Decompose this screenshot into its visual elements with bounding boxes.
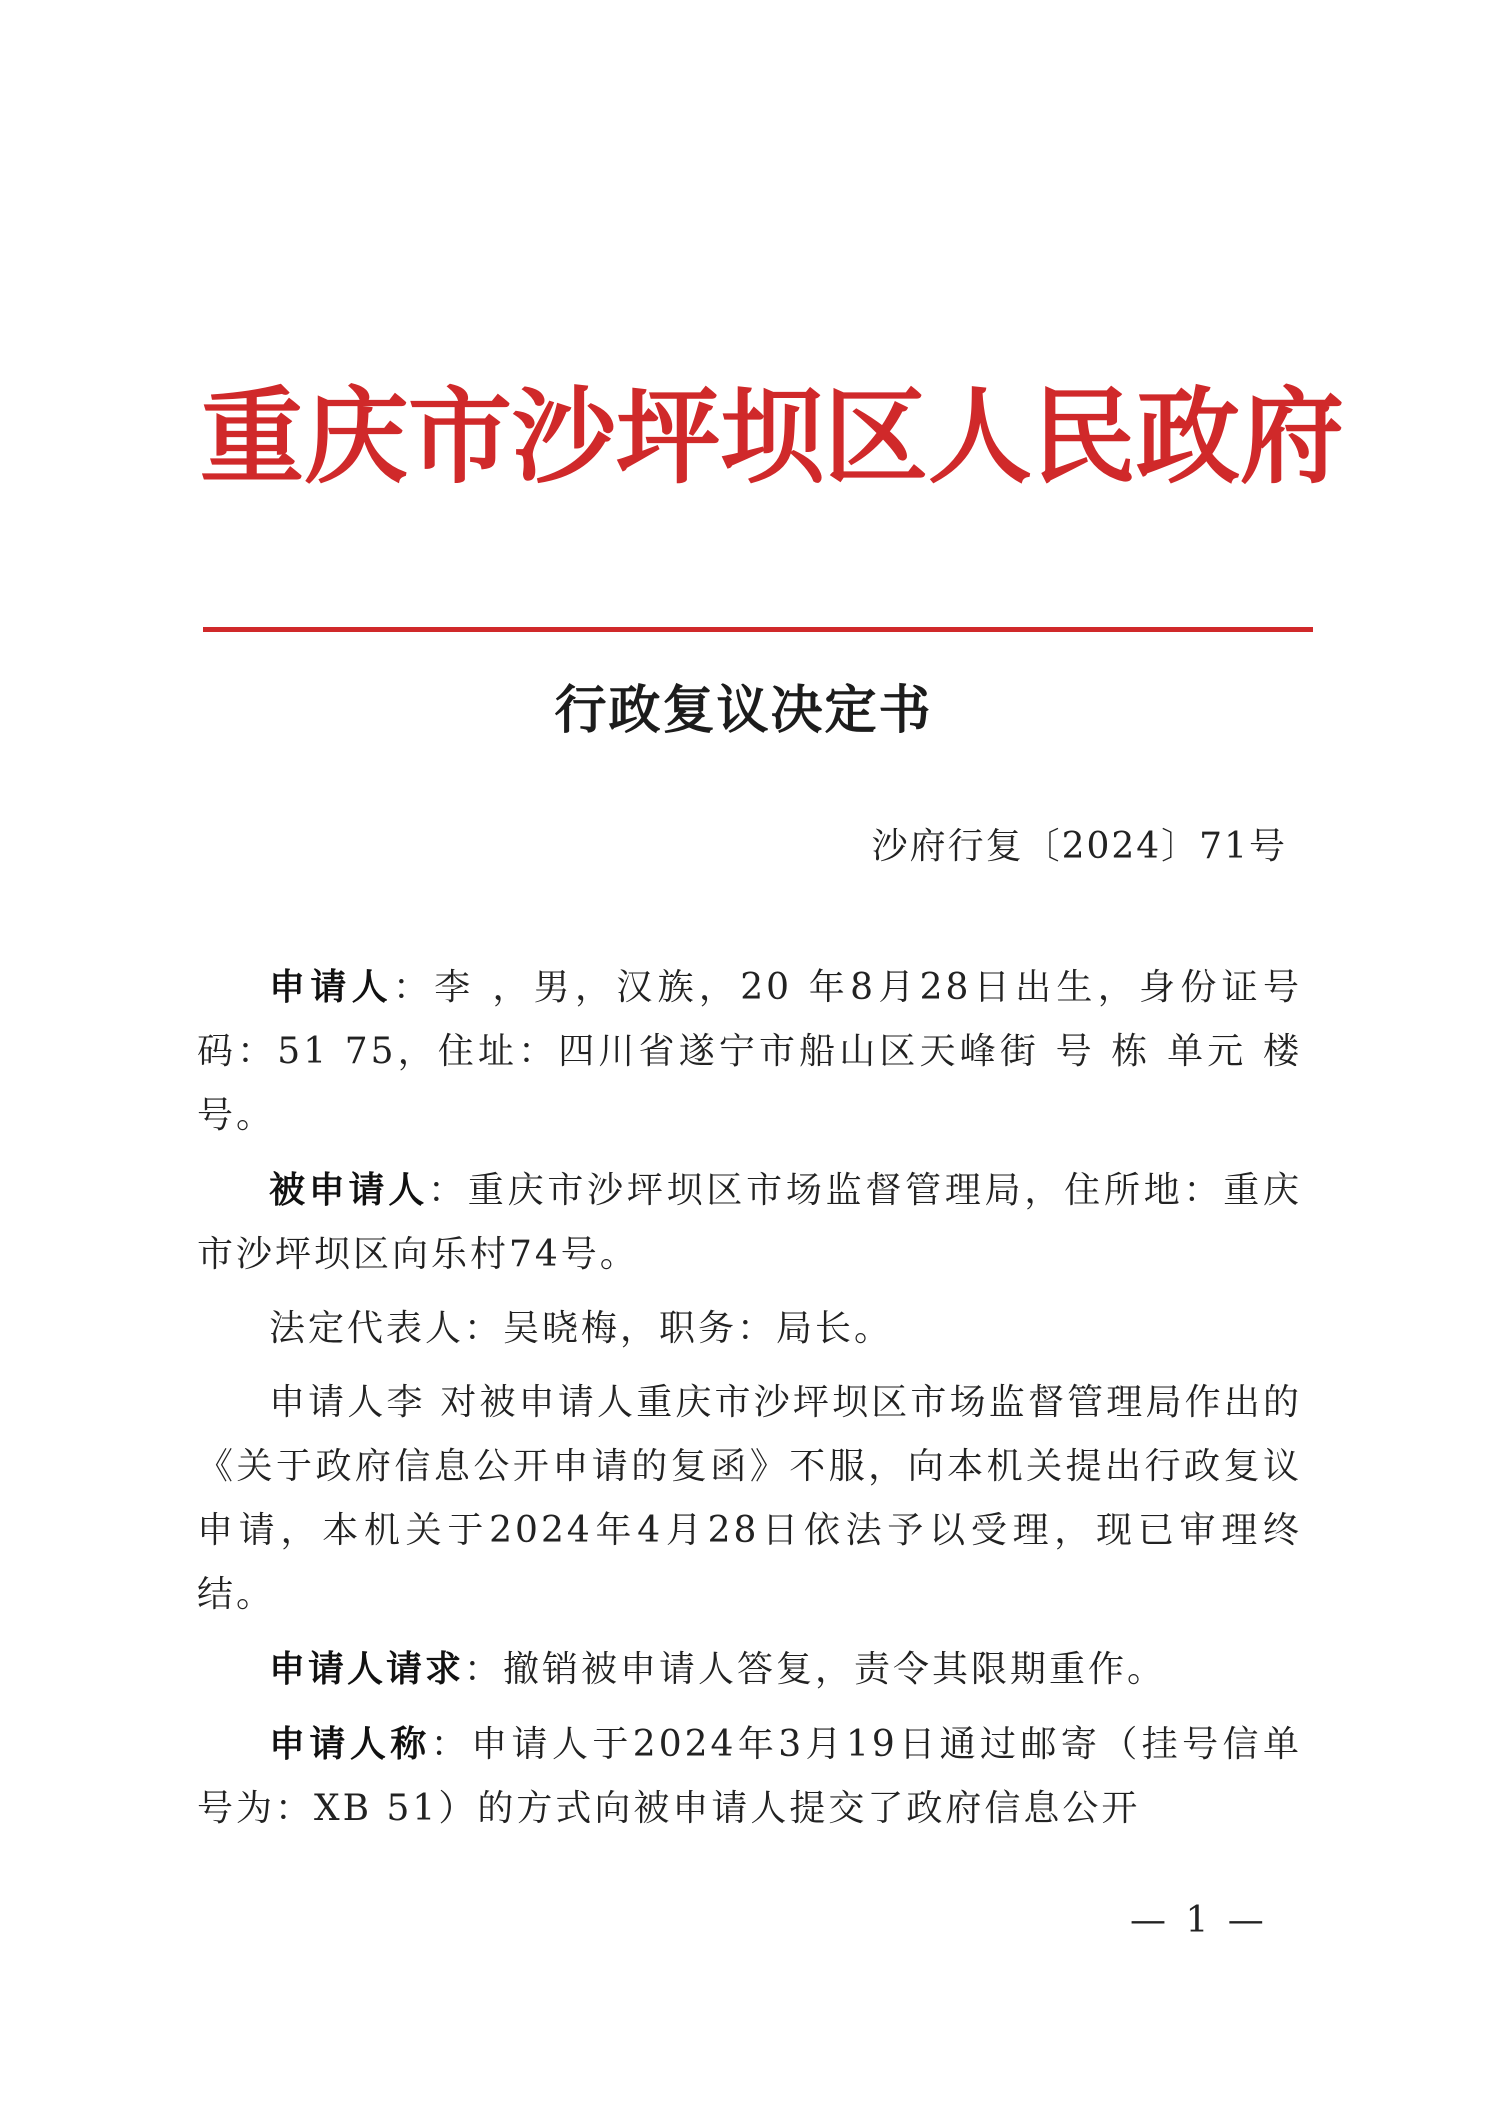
claim-paragraph bbox=[197, 1712, 1302, 1841]
respondent-text: ：重庆市沙坪坝区市场监督管理局，住所地：重庆市沙坪坝区向乐村74号。 bbox=[197, 1170, 1302, 1275]
intro-paragraph: 申请人李 对被申请人重庆市沙坪坝区市场监督管理局作出的《关于政府信息公开申请的复函》不服，向本机关提出行政复议申请，本机关于2024年4月28日依法予以受理，现已审理终结。 bbox=[197, 1382, 1302, 1615]
claim-text: ：申请人于2024年3月19日通过邮寄（挂号信单号为：XB 51）的方式向被申请人提交了政府信息公开 bbox=[197, 1724, 1302, 1829]
page-number: — 1 — bbox=[1130, 1900, 1268, 1941]
applicant-line-3: 号 栋 单元 楼 号。 bbox=[197, 1031, 1302, 1136]
applicant-label: 申请人 bbox=[269, 966, 393, 1008]
legal-representative-paragraph: 法定代表人：吴晓梅，职务：局长。 bbox=[269, 1308, 894, 1349]
issuing-authority-header: 重庆市沙坪坝区人民政府 bbox=[200, 375, 1345, 498]
request-paragraph bbox=[197, 1637, 1302, 1702]
red-divider-line bbox=[203, 627, 1313, 632]
request-label: 申请人请求 bbox=[269, 1648, 465, 1690]
document-title: 行政复议决定书 bbox=[554, 680, 933, 741]
claim-label: 申请人称 bbox=[269, 1723, 431, 1765]
respondent-paragraph bbox=[197, 1158, 1302, 1287]
respondent-label: 被申请人 bbox=[269, 1169, 429, 1211]
request-text: ：撤销被申请人答复，责令其限期重作。 bbox=[464, 1649, 1167, 1690]
document-body bbox=[197, 955, 1302, 1851]
applicant-line-1: ：李 ，男，汉族，20 年8月28日出生，身份证 bbox=[392, 967, 1263, 1008]
applicant-line-2: 号码：51 75，住址：四川省遂宁市船山区天峰街 bbox=[197, 967, 1302, 1072]
applicant-paragraph bbox=[197, 955, 1302, 1148]
document-number: 沙府行复〔2024〕71号 bbox=[871, 826, 1287, 867]
